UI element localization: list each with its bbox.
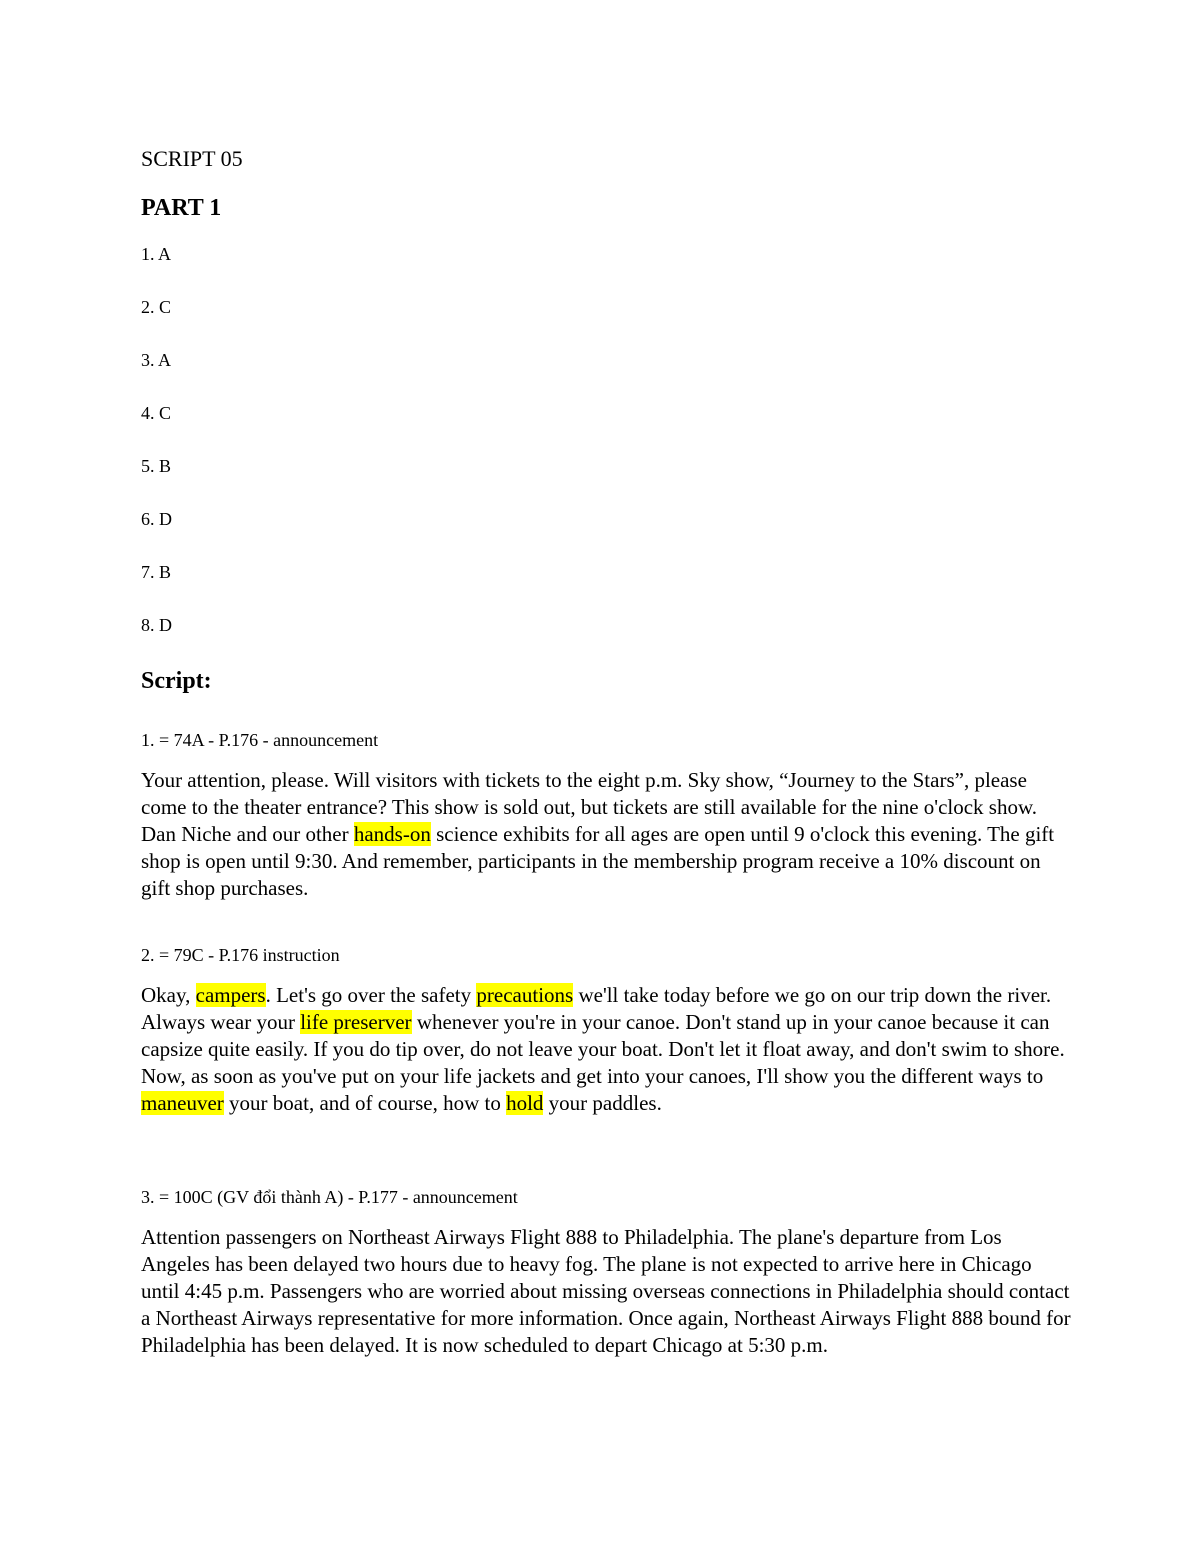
highlighted-text: life preserver	[300, 1010, 412, 1034]
answer-item: 1. A	[141, 244, 172, 264]
highlighted-text: precautions	[476, 983, 574, 1007]
answer-list	[141, 243, 172, 667]
text-segment: Attention passengers on Northeast Airways Flight 888 to Philadelphia. The plane's departure from Los Angeles has been delayed two hours due to heavy fog. The plane is not expected to arrive here in Chicago until 4:45 p.m. Passengers who are worried about missing overseas connections in Philadelphia should contact a Northeast Airways representative for more information. Once again, Northeast Airways Flight 888 bound for Philadelphia has been delayed. It is now scheduled to depart Chicago at 5:30 p.m.	[141, 1225, 1071, 1357]
highlighted-text: campers	[195, 983, 266, 1007]
section-label: 2. = 79C - P.176 instruction	[141, 945, 340, 965]
highlighted-text: maneuver	[141, 1091, 224, 1115]
highlighted-text: hold	[506, 1091, 544, 1115]
answer-item: 6. D	[141, 509, 172, 529]
text-segment: Okay,	[141, 983, 196, 1007]
text-segment: whenever you're in your canoe. Don't stand up in your canoe because it can capsize quite easily. If you do tip over, do not leave your boat. Don't let it float away, and don't swim to shore. Now, as soon as you've put on your life jackets and get into your canoes, I'll show you the different ways to	[141, 1010, 1065, 1088]
text-segment: your paddles.	[543, 1091, 662, 1115]
highlighted-text: hands-on	[353, 822, 431, 846]
text-segment: science exhibits for all ages are open until 9 o'clock this evening. The gift shop is open until 9:30. And remember, participants in the membership program receive a 10% discount on gift shop purchases.	[141, 822, 1055, 900]
answer-item: 4. C	[141, 403, 172, 423]
text-segment: we'll take today before we go on our trip down the river. Always wear your	[141, 983, 1052, 1034]
answer-item: 3. A	[141, 350, 172, 370]
text-segment: your boat, and of course, how to	[223, 1091, 507, 1115]
script-heading: Script:	[141, 668, 212, 694]
document-title: SCRIPT 05	[141, 146, 243, 171]
script-section	[141, 729, 1071, 902]
answer-item: 2. C	[141, 297, 172, 317]
text-segment: Your attention, please. Will visitors with tickets to the eight p.m. Sky show, “Journey to the Stars”, please come to the theater entrance? This show is sold out, but tickets are still available for the nine o'clock show. Dan Niche and our other	[141, 768, 1038, 846]
section-label: 1. = 74A - P.176 - announcement	[141, 730, 379, 750]
answer-item: 8. D	[141, 615, 172, 635]
section-text	[141, 767, 1071, 902]
answer-item: 7. B	[141, 562, 172, 582]
section-text	[141, 1224, 1071, 1359]
script-section	[141, 944, 1071, 1117]
section-text	[141, 982, 1071, 1117]
answer-item: 5. B	[141, 456, 172, 476]
script-section	[141, 1186, 1071, 1359]
section-label: 3. = 100C (GV đổi thành A) - P.177 - announcement	[141, 1187, 518, 1207]
part-heading: PART 1	[141, 195, 222, 221]
text-segment: . Let's go over the safety	[265, 983, 477, 1007]
